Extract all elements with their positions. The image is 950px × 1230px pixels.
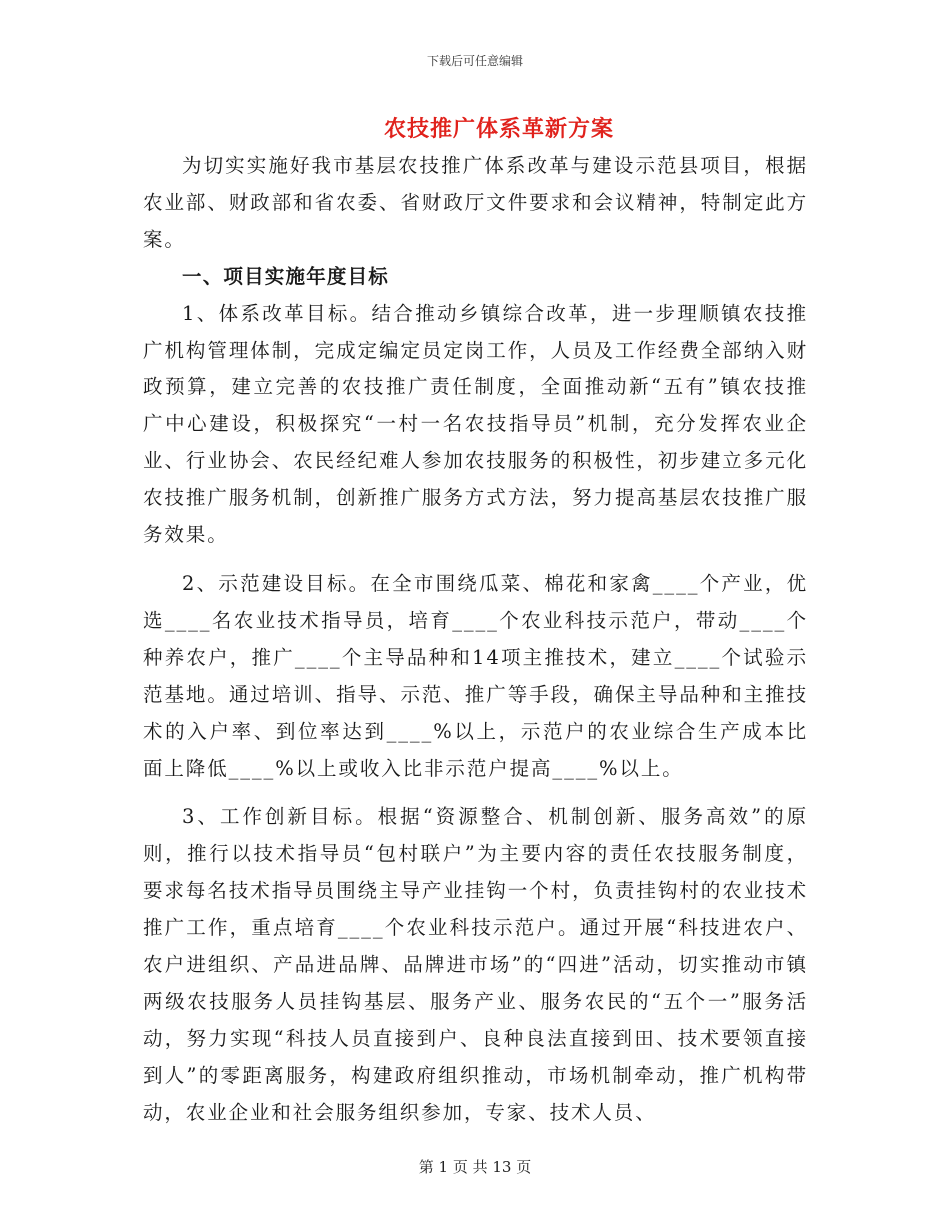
page-header-note: 下载后可任意编辑: [426, 54, 523, 68]
document-title: 农技推广体系革新方案: [383, 116, 614, 142]
document-body: [143, 148, 808, 1132]
intro-paragraph: 为切实实施好我市基层农技推广体系改革与建设示范县项目，根据农业部、财政部和省农委、省财政厅文件要求和会议精神，特制定此方案。: [143, 154, 808, 251]
paragraph-innovation-goal: 3、工作创新目标。根据“资源整合、机制创新、服务高效”的原则，推行以技术指导员“包村联户”为主要内容的责任农技服务制度，要求每名技术指导员围绕主导产业挂钩一个村，负责挂钩村的农业技术推广工作，重点培育____个农业科技示范户。通过开展“科技进农户、农户进组织、产品进品牌、品牌进市场”的“四进”活动，切实推动市镇两级农技服务人员挂钩基层、服务产业、服务农民的“五个一”服务活动，努力实现“科技人员直接到户、良种良法直接到田、技术要领直接到人”的零距离服务，构建政府组织推动，市场机制牵动，推广机构带动，农业企业和社会服务组织参加，专家、技术人员、: [143, 805, 808, 1124]
section-heading-annual-goals: 一、项目实施年度目标: [182, 264, 390, 288]
paragraph-demonstration-goal: 2、示范建设目标。在全市围绕瓜菜、棉花和家禽____个产业，优选____名农业技术指导员，培育____个农业科技示范户，带动____个种养农户，推广____个主导品种和14项主推技术，建立____个试验示范基地。通过培训、指导、示范、推广等手段，确保主导品种和主推技术的入户率、到位率达到____%以上，示范户的农业综合生产成本比面上降低____%以上或收入比非示范户提高____%以上。: [143, 571, 808, 780]
page-number: 第 1 页 共 13 页: [418, 1158, 532, 1176]
paragraph-system-reform-goal: 1、体系改革目标。结合推动乡镇综合改革，进一步理顺镇农技推广机构管理体制，完成定编定员定岗工作，人员及工作经费全部纳入财政预算，建立完善的农技推广责任制度，全面推动新“五有”镇农技推广中心建设，积极探究“一村一名农技指导员”机制，充分发挥农业企业、行业协会、农民经纪难人参加农技服务的积极性，初步建立多元化农技推广服务机制，创新推广服务方式方法，努力提高基层农技推广服务效果。: [143, 301, 808, 547]
